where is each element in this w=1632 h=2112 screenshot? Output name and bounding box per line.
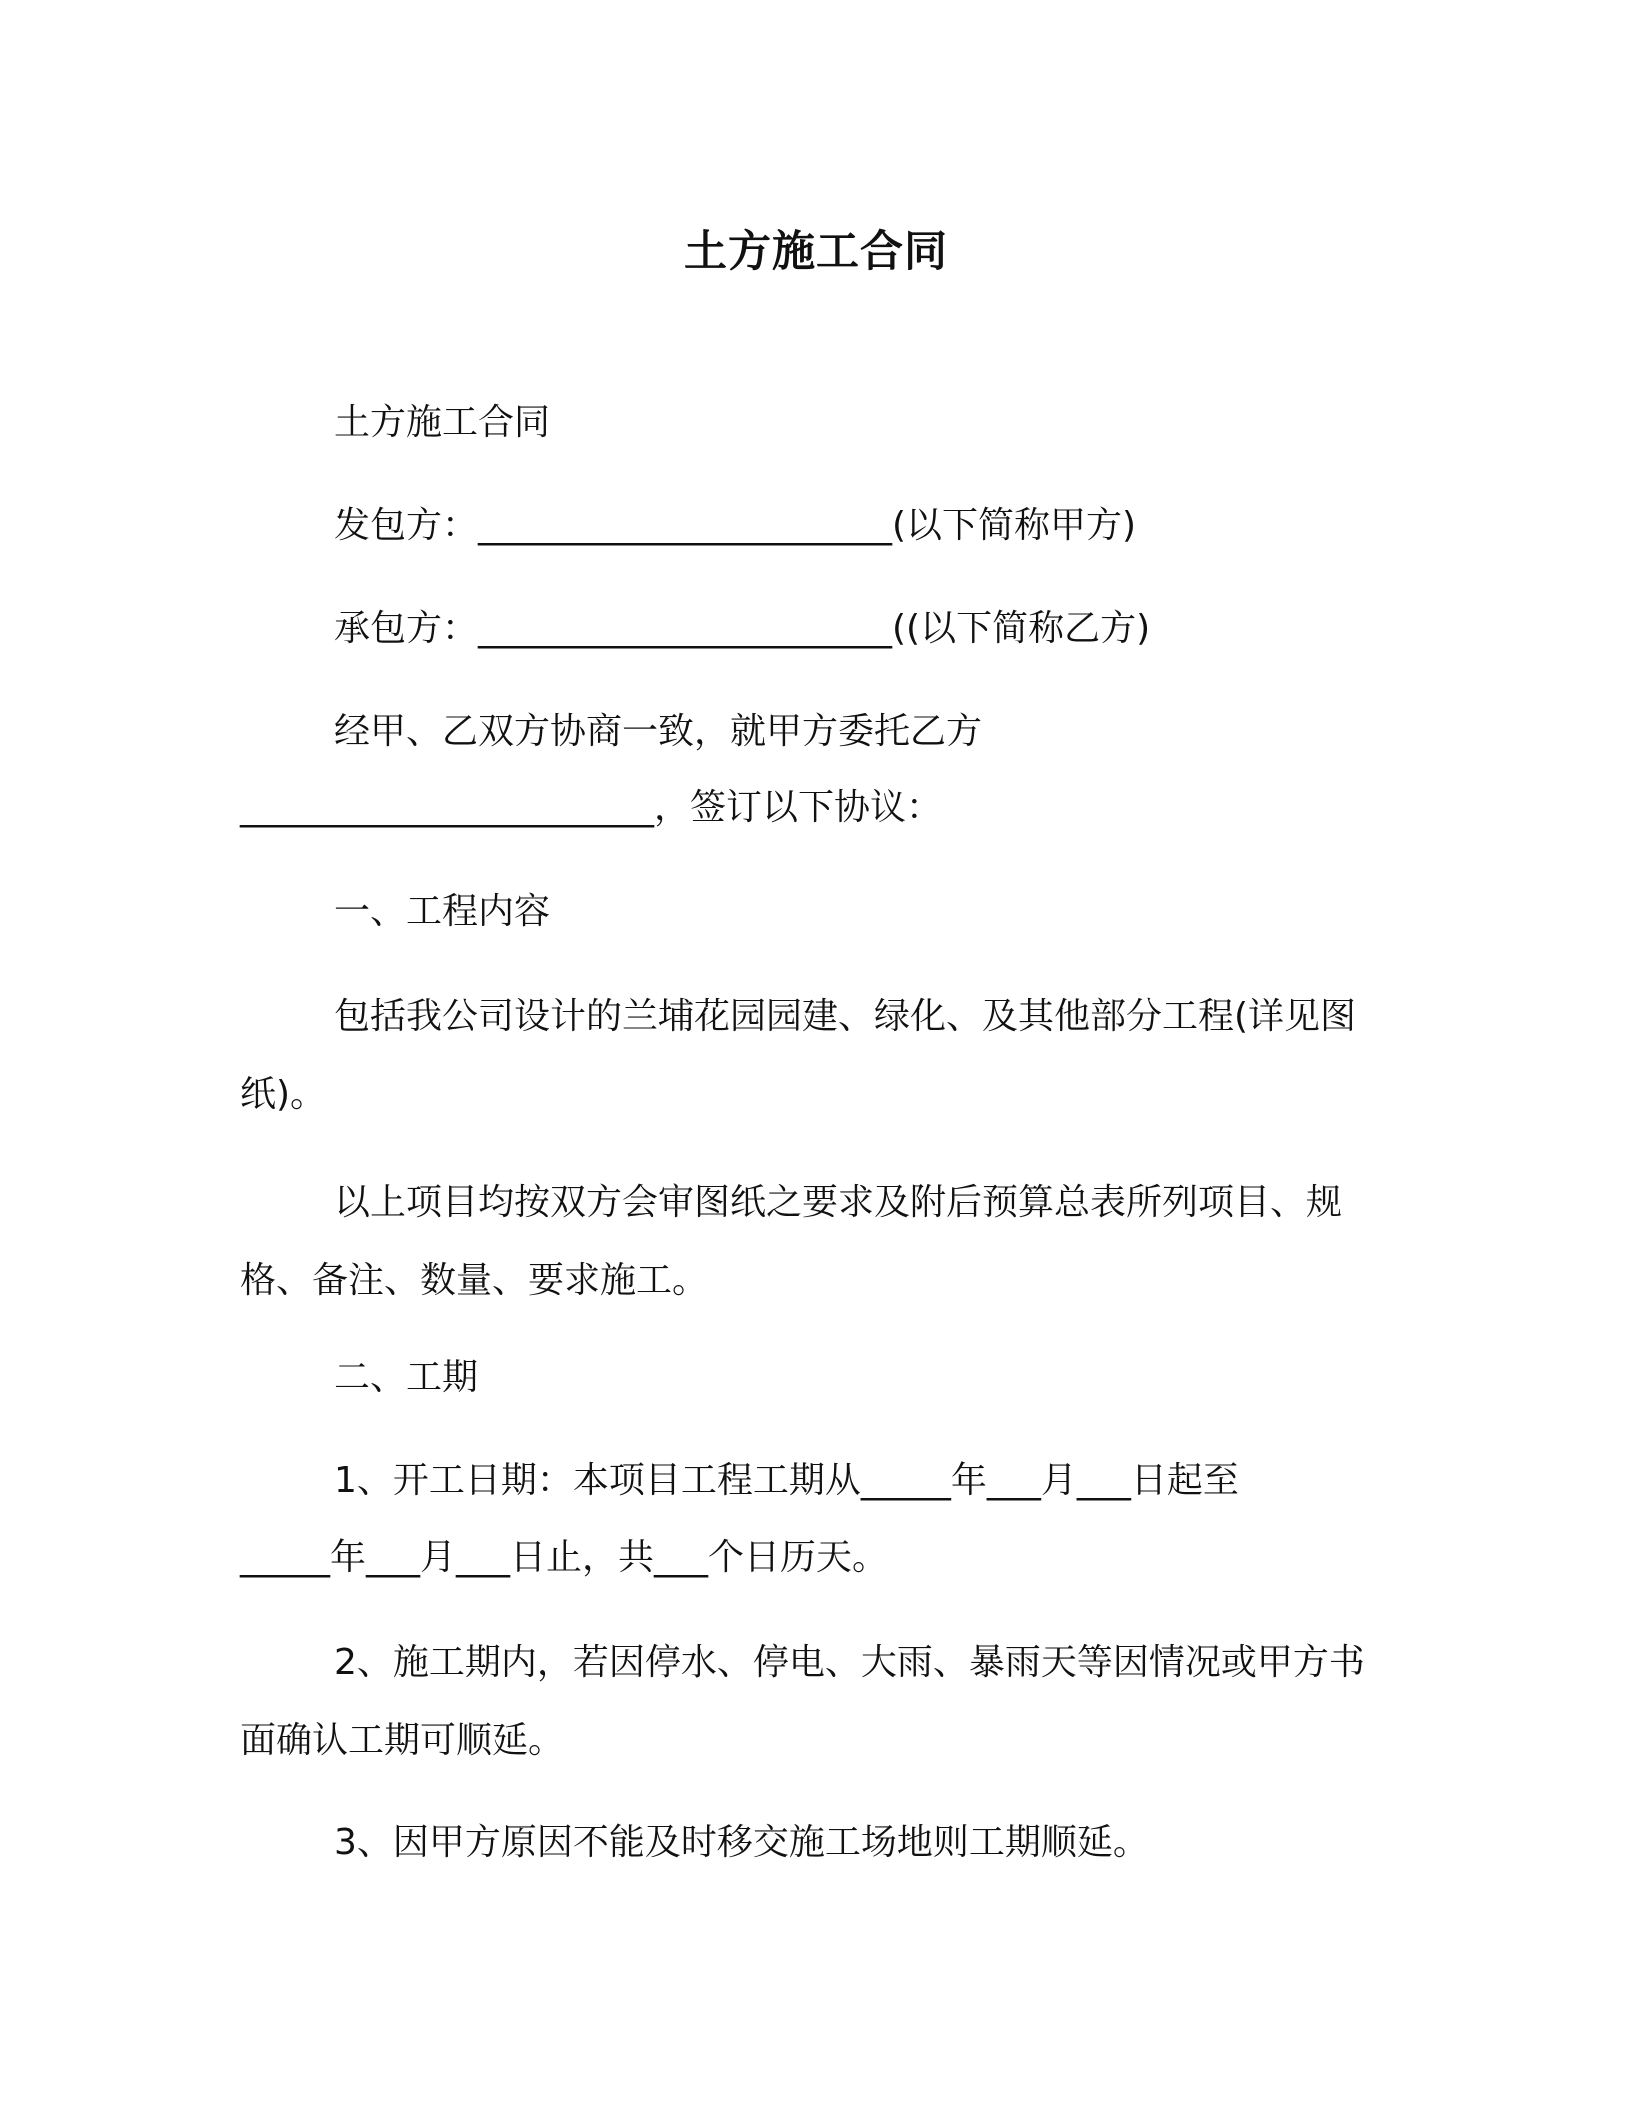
intro-line-1: 经甲、乙双方协商一致，就甲方委托乙方	[334, 711, 983, 752]
party-b-line: 承包方：_______________________((以下简称乙方)	[334, 608, 1151, 649]
section-1-paragraph-1: 包括我公司设计的兰埔花园园建、绿化、及其他部分工程(详见图纸)。	[240, 996, 1357, 1115]
section-2-item-3: 3、因甲方原因不能及时移交施工场地则工期顺延。	[334, 1822, 1149, 1863]
section-2-heading: 二、工期	[334, 1357, 479, 1398]
section-2-item-1-line-2: _____年___月___日止，共___个日历天。	[240, 1537, 889, 1578]
section-1-paragraph-2: 以上项目均按双方会审图纸之要求及附后预算总表所列项目、规格、备注、数量、要求施工。	[240, 1182, 1343, 1301]
intro-line-2: _______________________，签订以下协议：	[240, 787, 943, 828]
contract-subtitle: 土方施工合同	[334, 402, 551, 443]
party-a-line: 发包方：_______________________(以下简称甲方)	[334, 505, 1137, 546]
section-1-heading: 一、工程内容	[334, 891, 551, 932]
section-2-item-2: 2、施工期内，若因停水、停电、大雨、暴雨天等因情况或甲方书面确认工期可顺延。	[240, 1642, 1365, 1761]
document-title: 土方施工合同	[684, 227, 948, 277]
section-2-item-1-line-1: 1、开工日期：本项目工程工期从_____年___月___日起至	[334, 1460, 1239, 1501]
